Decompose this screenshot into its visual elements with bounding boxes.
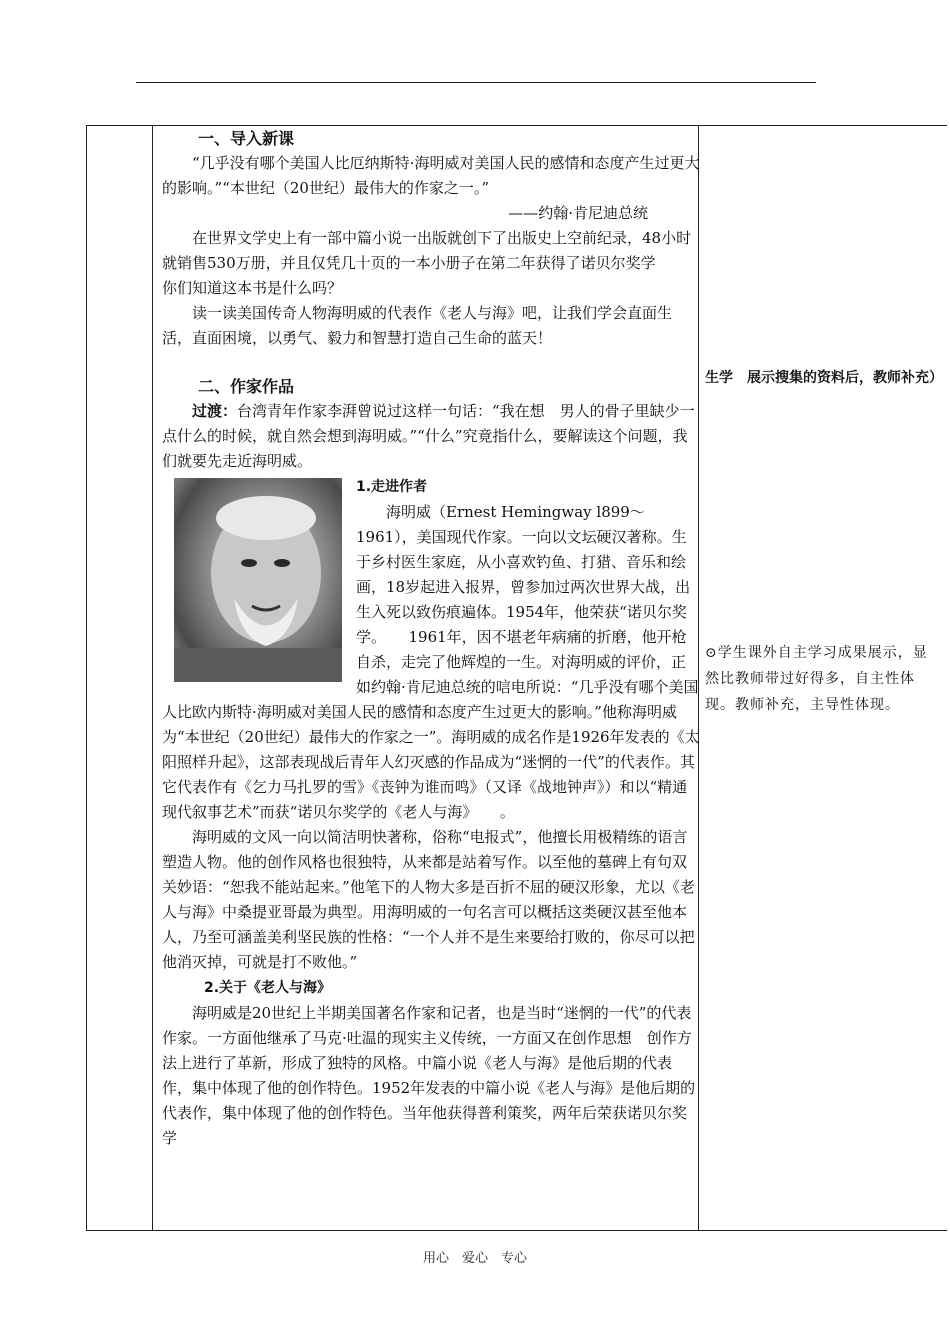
intro-paragraph-invite: 读一读美国传奇人物海明威的代表作《老人与海》吧，让我们学会直面生活，直面困境，以勇气、毅力和智慧打造自己生命的蓝天！: [162, 304, 673, 347]
author-subheading: 1.走进作者: [356, 479, 428, 495]
hemingway-portrait-image: [174, 478, 342, 682]
side-note-self-study: ⊙学生课外自主学习成果展示，显然比教师带过好得多，自主性体现。教师补充，主导性体现。: [705, 645, 928, 713]
column-divider-left: [152, 126, 153, 1230]
section-heading-author: 二、作家作品: [198, 377, 295, 396]
transition-text: 台湾青年作家李湃曾说过这样一句话：“我在想 男人的骨子里缺少一点什么的时候，就自然会想到海明威。”“什么”究竟指什么，要解读这个问题，我们就要先走近海明威。: [162, 402, 695, 470]
page-footer: 用心 爱心 专心: [422, 1251, 527, 1266]
side-note-material: 生学 展示搜集的资料后，教师补充）: [705, 370, 943, 386]
header-rule: [136, 82, 816, 83]
main-content-column: [162, 126, 700, 1151]
intro-quote: “几乎没有哪个美国人比厄纳斯特·海明威对美国人民的感情和态度产生过更大的影响。”“本世纪（20世纪）最伟大的作家之一。”: [162, 154, 700, 197]
about-paragraph: 海明威是20世纪上半期美国著名作家和记者，也是当时“迷惘的一代”的代表作家。一方面他继承了马克·吐温的现实主义传统，一方面又在创作思想 创作方法上进行了革新，形成了独特的风格。中篇小说《老人与海》是他后期的代表作，集中体现了他的创作特色。1952年发表的中篇小说《老人与海》是他后期的代表作，集中体现了他的创作特色。当年他获得普利策奖，两年后荣获诺贝尔奖学: [162, 1004, 696, 1147]
author-block: [162, 474, 700, 825]
style-paragraph: 海明威的文风一向以简洁明快著称，俗称“电报式”，他擅长用极精练的语言塑造人物。他的创作风格也很独特，从来都是站着写作。以至他的墓碑上有句双关妙语：“恕我不能站起来。”他笔下的人物大多是百折不屈的硬汉形象，尤以《老人与海》中桑提亚哥最为典型。用海明威的一句名言可以概括这类硬汉甚至他本人，乃至可涵盖美利坚民族的性格：“一个人并不是生来要给打败的，你尽可以把他消灭掉，可就是打不败他。”: [162, 828, 695, 971]
transition-paragraph: [162, 399, 700, 474]
about-subheading: 2.关于《老人与海》: [204, 980, 332, 996]
intro-paragraph-record: 在世界文学史上有一部中篇小说一出版就创下了出版史上空前纪录，48小时就销售530万册，并且仅凭几十页的一本小册子在第二年获得了诺贝尔奖学 你们知道这本书是什么吗？: [162, 229, 692, 297]
lesson-table: [86, 125, 947, 1231]
quote-source: ——约翰·肯尼迪总统: [508, 204, 648, 222]
author-paragraph: 海明威（Ernest Hemingway l899～1961），美国现代作家。一向以文坛硬汉著称。生于乡村医生家庭，从小喜欢钓鱼、打猎、音乐和绘画，18岁起进入报界，曾参加过两次世界大战，出生入死以致伤痕遍体。1954年，他荣获“诺贝尔奖学。 1961年，因不堪老年病痛的折磨，他开枪自杀，走完了他辉煌的一生。对海明威的评价，正如约翰·肯尼迪总统的唁电所说：“几乎没有哪个美国人比欧内斯特·海明威对美国人民的感情和态度产生过更大的影响。”他称海明威为“本世纪（20世纪）最伟大的作家之一”。海明威的成名作是1926年发表的《太阳照样升起》，这部表现战后青年人幻灭感的作品成为“迷惘的一代”的代表作。其它代表作有《乞力马扎罗的雪》《丧钟为谁而鸣》（又译《战地钟声》）和以“精通现代叙事艺术”而获“诺贝尔奖学的《老人与海》 。: [162, 503, 700, 821]
transition-label: 过渡：: [192, 402, 238, 420]
section-heading-intro: 一、导入新课: [198, 129, 295, 148]
